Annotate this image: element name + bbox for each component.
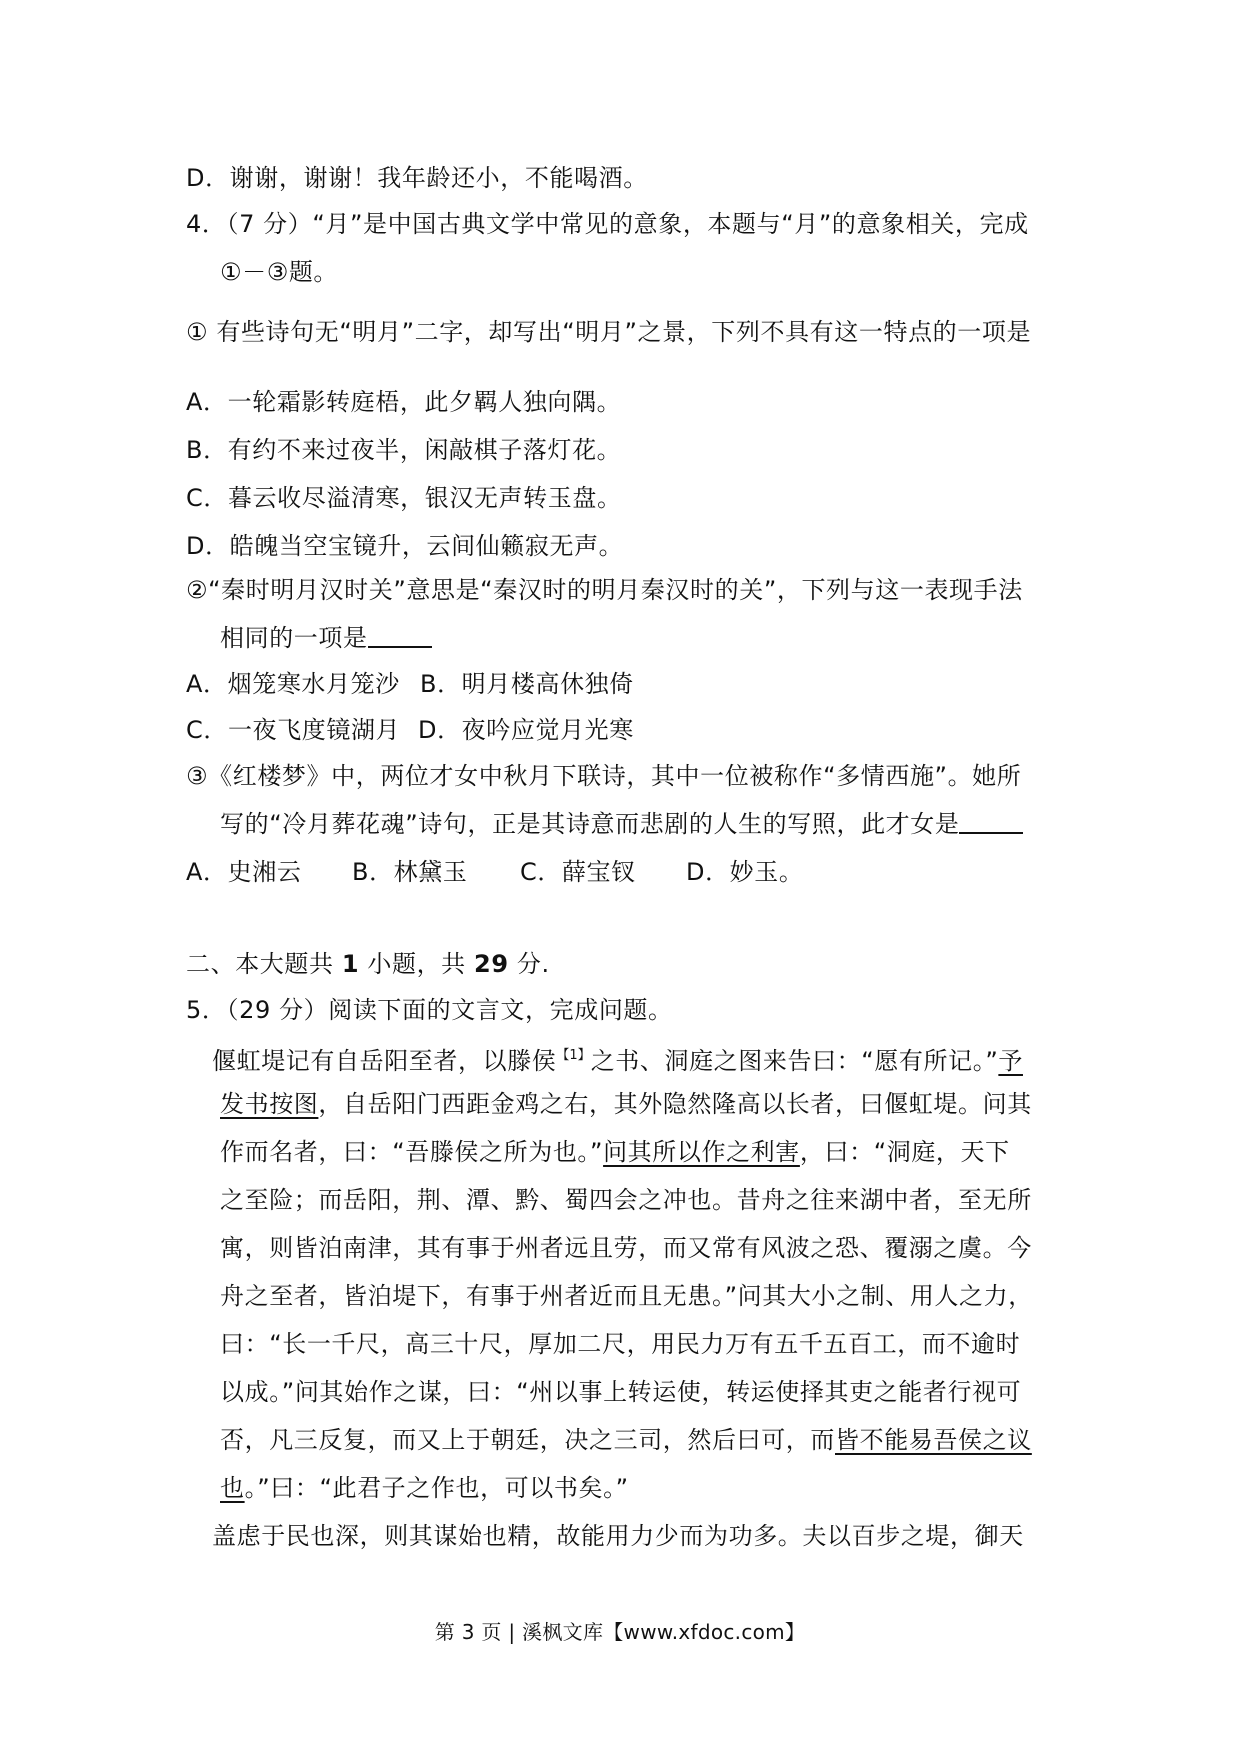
q4-sub3-option-b: B．林黛玉: [352, 858, 468, 886]
page-footer: 第 3 页 | 溪枫文库【www.xfdoc.com】: [434, 1620, 806, 1644]
q4-sub3-option-d: D．妙玉。: [686, 858, 804, 886]
q5-stem: 5．（29 分）阅读下面的文言文，完成问题。: [186, 996, 673, 1024]
underlined-phrase: 皆不能易吾侯之议: [835, 1426, 1032, 1454]
q4-sub2-prompt-line1: ②“秦时明月汉时关”意思是“秦汉时的明月秦汉时的关”，下列与这一表现手法: [186, 576, 1023, 604]
q4-sub1-option-d: D．皓魄当空宝镜升，云间仙籁寂无声。: [186, 532, 624, 560]
q4-sub3-option-c: C．薛宝钗: [520, 858, 636, 886]
passage-line: [212, 1040, 1023, 1077]
underlined-phrase: 发书按图: [220, 1090, 319, 1118]
q4-sub2-prompt-text: 相同的一项是: [220, 624, 368, 652]
q4-sub2-option-b: B．明月楼高休独倚: [420, 670, 634, 698]
section-heading-mid: 小题，共: [359, 950, 475, 978]
passage-line: 之至险；而岳阳，荆、潭、黔、蜀四会之冲也。昔舟之往来湖中者，至无所: [220, 1186, 1032, 1214]
underlined-phrase: 问其所以作之利害: [603, 1138, 800, 1166]
passage-line: 寓，则皆泊南津，其有事于州者远且劳，而又常有风波之恐、覆溺之虞。今: [220, 1234, 1032, 1262]
q4-stem-line1: 4．（7 分）“月”是中国古典文学中常见的意象，本题与“月”的意象相关，完成: [186, 210, 1029, 238]
underlined-phrase: 也: [220, 1474, 245, 1502]
passage-text: 偃虹堤记有自岳阳至者，以滕侯: [212, 1047, 557, 1075]
section-score: 29: [474, 950, 509, 978]
q4-sub2-option-a: A．烟笼寒水月笼沙: [186, 670, 400, 698]
passage-text: 作而名者，曰：“吾滕侯之所为也。”: [220, 1138, 604, 1166]
passage-line: 舟之至者，皆泊堤下，有事于州者近而且无患。”问其大小之制、用人之力，: [220, 1282, 1033, 1310]
answer-blank: [368, 622, 432, 648]
q4-sub2-prompt-line2: [220, 622, 432, 654]
q4-sub3-option-a: A．史湘云: [186, 858, 302, 886]
q4-sub1-option-a: A．一轮霜影转庭梧，此夕羁人独向隅。: [186, 388, 622, 416]
q4-sub2-option-d: D．夜吟应觉月光寒: [418, 716, 634, 744]
passage-text: 之书、洞庭之图来告曰：“愿有所记。”: [590, 1047, 999, 1075]
q4-sub3-prompt-line2: [220, 808, 1023, 840]
passage-line: [220, 1472, 629, 1504]
passage-line: 曰：“长一千尺，高三十尺，厚加二尺，用民力万有五千五百工，而不逾时: [220, 1330, 1021, 1358]
q4-sub2-option-c: C．一夜飞度镜湖月: [186, 716, 401, 744]
passage-text: ，自岳阳门西距金鸡之右，其外隐然隆高以长者，曰偃虹堤。问其: [318, 1090, 1032, 1118]
passage-line: 盖虑于民也深，则其谋始也精，故能用力少而为功多。夫以百步之堤，御天: [212, 1522, 1024, 1550]
underlined-phrase: 予: [998, 1047, 1023, 1075]
q4-stem-line2: ①－③题。: [220, 258, 339, 286]
q4-sub3-prompt-line1: ③《红楼梦》中，两位才女中秋月下联诗，其中一位被称作“多情西施”。她所: [186, 762, 1022, 790]
q4-sub3-prompt-text: 写的“冷月葬花魂”诗句，正是其诗意而悲剧的人生的写照，此才女是: [220, 810, 960, 838]
passage-text: ，曰：“洞庭，天下: [799, 1138, 1010, 1166]
footnote-marker: 【1】: [556, 1048, 591, 1063]
passage-line: [220, 1424, 1032, 1456]
passage-text: 。”曰：“此君子之作也，可以书矣。”: [244, 1474, 629, 1502]
passage-line: 以成。”问其始作之谋，曰：“州以事上转运使，转运使择其吏之能者行视可: [220, 1378, 1022, 1406]
answer-blank: [959, 808, 1023, 834]
passage-text: 否，凡三反复，而又上于朝廷，决之三司，然后曰可，而: [220, 1426, 835, 1454]
section-heading-post: 分.: [508, 950, 550, 978]
section-question-count: 1: [341, 950, 360, 978]
passage-line: [220, 1088, 1032, 1120]
passage-line: [220, 1136, 1010, 1168]
q4-sub1-option-b: B．有约不来过夜半，闲敲棋子落灯花。: [186, 436, 622, 464]
q4-sub1-option-c: C．暮云收尽溢清寒，银汉无声转玉盘。: [186, 484, 622, 512]
section-heading-pre: 二、本大题共: [186, 950, 342, 978]
q4-sub1-prompt: ① 有些诗句无“明月”二字，却写出“明月”之景，下列不具有这一特点的一项是: [186, 318, 1032, 346]
section-heading: [186, 948, 550, 980]
q3-option-d: D．谢谢，谢谢！我年龄还小，不能喝酒。: [186, 164, 648, 192]
